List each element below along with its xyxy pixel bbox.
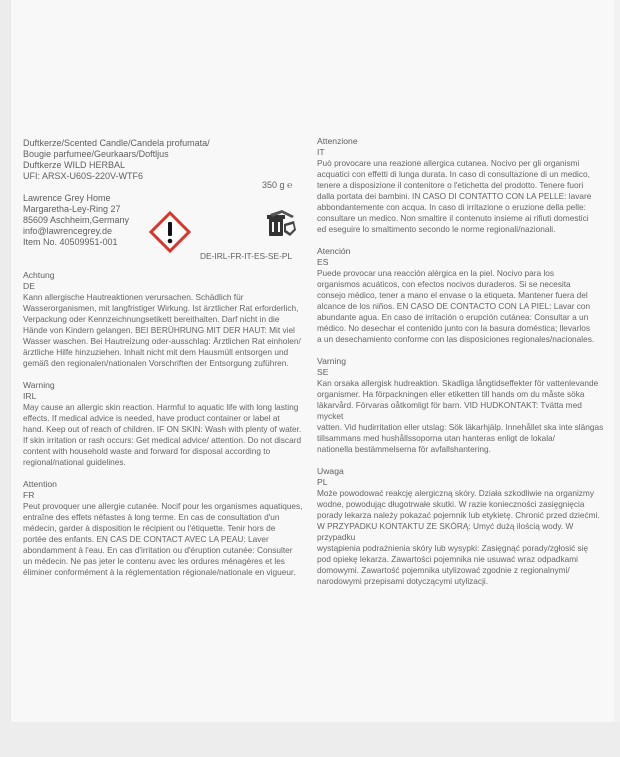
product-ufi: UFI: ARSX-U60S-220V-WTF6 bbox=[23, 171, 144, 181]
warning-line: content with household waste and forward for disposal according to bbox=[23, 446, 271, 456]
exclamation-hazard-icon bbox=[149, 211, 191, 258]
product-name-line3: Duftkerze WILD HERBAL bbox=[23, 160, 126, 170]
warning-line: narodowymi przepisami dotyczącymi utylizacji. bbox=[317, 576, 489, 586]
country-code: DE bbox=[23, 281, 35, 291]
warning-line: W PRZYPADKU KONTAKTU ZE SKÓRĄ: Umyć dużą ilością wody. W przypadku bbox=[317, 521, 574, 542]
warning-line: consejo médico, tener a mano el envase o la etiqueta. Mantener fuera del bbox=[317, 290, 588, 300]
warning-line: Może powodować reakcję alergiczną skóry. Działa szkodliwie na organizmy bbox=[317, 488, 594, 498]
country-code: PL bbox=[317, 477, 328, 487]
warning-line: tillsammans med hushållssoporna utan hanteras enligt de lokala/ bbox=[317, 433, 555, 443]
warning-line: Peut provoquer une allergie cutanée. Nocif pour les organismes aquatiques, bbox=[23, 501, 303, 511]
warning-line: portée des enfants. EN CAS DE CONTACT AVEC LA PEAU: Laver bbox=[23, 534, 269, 544]
warning-line: domowymi. Zawartość pojemnika utylizować zgodnie z regionalnymi/ bbox=[317, 565, 570, 575]
company-email: info@lawrencegrey.de bbox=[23, 226, 113, 236]
warning-line: tenere a disposizione il contenitore o l'etichetta del prodotto. Tenere fuori bbox=[317, 180, 584, 190]
warning-line: Verpackung oder Kennzeichnungsetikett bereithalten. Darf nicht in die bbox=[23, 314, 280, 324]
company-city: 85609 Aschheim,Germany bbox=[23, 215, 130, 225]
warning-line: un médecin. Ne pas jeter le contenu avec les ordures ménagères et les bbox=[23, 556, 285, 566]
warning-line: médecin, garder à disposition le récipient ou l'étiquette. Tenir hors de bbox=[23, 523, 276, 533]
warning-block-pl bbox=[317, 466, 607, 587]
country-code: IT bbox=[317, 147, 325, 157]
right-warning-column bbox=[317, 136, 607, 587]
product-name-line2: Bougie parfumee/Geurkaars/Doftljus bbox=[23, 149, 169, 159]
country-code: IRL bbox=[23, 391, 37, 401]
package-side-edge bbox=[614, 0, 620, 757]
warning-heading: Warning bbox=[23, 380, 55, 390]
warning-line: a un desechamiento conforme con las disposiciones regionales/nacionales. bbox=[317, 334, 595, 344]
company-name: Lawrence Grey Home bbox=[23, 193, 111, 203]
company-street: Margaretha-Ley-Ring 27 bbox=[23, 204, 121, 214]
warning-line: regional/national guidelines. bbox=[23, 457, 126, 467]
country-code: SE bbox=[317, 367, 329, 377]
warning-block-se bbox=[317, 356, 607, 455]
warning-block-fr bbox=[23, 479, 308, 578]
warning-line: vatten. Vid hudirritation eller utslag: Sök läkarhjälp. Innehållet ska inte slängas bbox=[317, 422, 604, 432]
warning-heading: Attention bbox=[23, 479, 57, 489]
warning-block-irl bbox=[23, 380, 308, 468]
warning-line: wodne, powodując długotrwałe skutki. W razie konieczności zasięgnięcia bbox=[317, 499, 585, 509]
warning-line: abondamment à l'eau. En cas d'irritation ou d'éruption cutanée: Consulter bbox=[23, 545, 293, 555]
warning-line: effects. If medical advice is needed, have product container or label at bbox=[23, 413, 280, 423]
warning-block-es bbox=[317, 246, 607, 345]
warning-line: alcance de los niños. EN CASO DE CONTACTO CON LA PIEL: Lavar con bbox=[317, 301, 591, 311]
country-code: FR bbox=[23, 490, 35, 500]
net-weight: 350 g ℮ bbox=[262, 180, 293, 190]
recycling-disposal-icon bbox=[266, 210, 298, 245]
warning-heading: Atención bbox=[317, 246, 351, 256]
product-name-line1: Duftkerze/Scented Candle/Candela profumata/ bbox=[23, 138, 210, 148]
warning-line: ed eseguire lo smaltimento secondo le norme regionali/nazionali. bbox=[317, 224, 556, 234]
warning-line: abbondantemente con acqua. In caso di irritazione o eruzione della pelle: bbox=[317, 202, 586, 212]
warning-line: nationella bestämmelserna för avfallshantering. bbox=[317, 444, 491, 454]
warning-line: ärztliche Hilfe hinzuziehen. Inhalt nicht mit dem Hausmüll entsorgen und bbox=[23, 347, 289, 357]
warning-line: abundante agua. En caso de irritación o erupción cutánea: Consultar a un bbox=[317, 312, 589, 322]
warning-line: pod opiekę lekarza. Zawartości pojemnika nie usuwać wraz odpadkami bbox=[317, 554, 579, 564]
warning-line: May cause an allergic skin reaction. Harmful to aquatic life with long lasting bbox=[23, 402, 299, 412]
warning-heading: Varning bbox=[317, 356, 346, 366]
warning-block-de bbox=[23, 270, 308, 369]
warning-heading: Uwaga bbox=[317, 466, 344, 476]
warning-line: consultare un medico. Non smaltire il contenuto insieme ai rifiuti domestici bbox=[317, 213, 589, 223]
warning-line: Wasserorganismen, mit langfristiger Wirkung. Ist ärztlicher Rat erforderlich, bbox=[23, 303, 299, 313]
warning-line: gemäß den regionalen/nationalen Vorschriften der Entsorgung zuführen. bbox=[23, 358, 289, 368]
warning-line: Wasser waschen. Bei Hautreizung oder-ausschlag: Ärztlichen Rat einholen/ bbox=[23, 336, 301, 346]
left-warning-column bbox=[23, 270, 308, 578]
warning-line: dalla portata dei bambini. IN CASO DI CONTATTO CON LA PELLE: lavare bbox=[317, 191, 592, 201]
warning-line: organismos acuáticos, con efectos nocivos duraderos. Si se necesita bbox=[317, 279, 571, 289]
warning-line: Kann allergische Hautreaktionen verursachen. Schädlich für bbox=[23, 292, 244, 302]
warning-line: organismer. Ha förpackningen eller etiketten till hands om du måste söka bbox=[317, 389, 585, 399]
warning-line: porady lekarza należy pokazać pojemnik lub etykietę. Chronić przed dziećmi. bbox=[317, 510, 600, 520]
warning-line: Hände von Kindern gelangen. BEI BERÜHRUNG MIT DER HAUT: Mit viel bbox=[23, 325, 295, 335]
warning-line: entraîne des effets néfastes à long terme. En cas de consultation d'un bbox=[23, 512, 280, 522]
warning-line: acquatici con effetti di lunga durata. In caso di consultazione di un medico, bbox=[317, 169, 590, 179]
warning-line: If skin irritation or rash occurs: Get medical advice/ attention. Do not discard bbox=[23, 435, 302, 445]
warning-line: läkarvård. Förvaras oåtkomligt för barn. VID HUDKONTAKT: Tvätta med mycket bbox=[317, 400, 582, 421]
item-number: Item No. 40509951-001 bbox=[23, 237, 118, 247]
warning-line: Kan orsaka allergisk hudreaktion. Skadliga långtidseffekter för vattenlevande bbox=[317, 378, 599, 388]
package-bottom-band bbox=[0, 722, 620, 757]
warning-line: hand. Keep out of reach of children. IF ON SKIN: Wash with plenty of water. bbox=[23, 424, 302, 434]
warning-heading: Attenzione bbox=[317, 136, 358, 146]
warning-line: médico. No desechar el contenido junto con la basura doméstica; llevarlos bbox=[317, 323, 591, 333]
warning-line: wystąpienia podrażnienia skóry lub wysypki: Zasięgnąć porady/zgłosić się bbox=[317, 543, 589, 553]
warning-block-it bbox=[317, 136, 607, 235]
country-code: ES bbox=[317, 257, 329, 267]
warning-line: éliminer conformément à la réglementation régionale/nationale en vigueur. bbox=[23, 567, 296, 577]
warning-line: Puede provocar una reacción alérgica en la piel. Nocivo para los bbox=[317, 268, 555, 278]
warning-line: Può provocare una reazione allergica cutanea. Nocivo per gli organismi bbox=[317, 158, 580, 168]
warning-heading: Achtung bbox=[23, 270, 55, 280]
country-codes: DE-IRL-FR-IT-ES-SE-PL bbox=[200, 251, 293, 261]
